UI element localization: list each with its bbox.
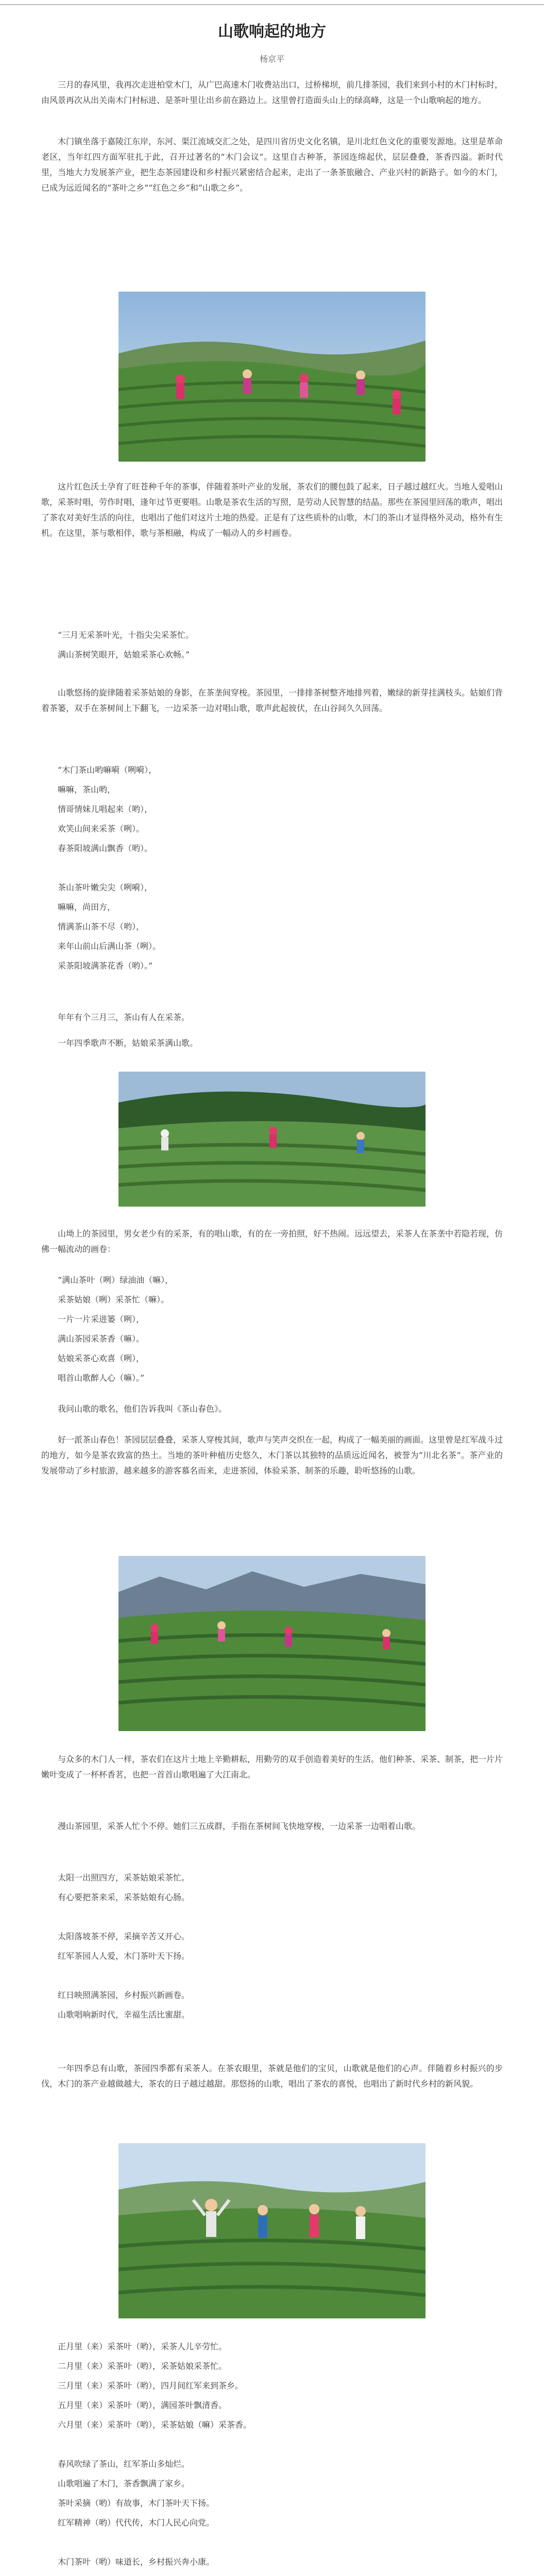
tea-garden-photo-4 <box>118 2143 426 2318</box>
verse-line: 山歌唱响新时代，幸福生活比蜜甜。 <box>58 2010 190 2020</box>
verse-line: 太阳落坡茶不停，采摘辛苦又开心。 <box>58 1931 190 1941</box>
paragraph-7: 我问山歌的歌名，他们告诉我叫《茶山春色》。 <box>58 1404 227 1414</box>
verse-line: 正月里（来）采茶叶（哟），采茶人儿辛劳忙。 <box>58 2342 227 2351</box>
paragraph-8: 好一派茶山春色！茶园层层叠叠，采茶人穿梭其间，歌声与笑声交织在一起，构成了一幅美丽的画面。这里曾是红军战斗过的地方，如今是茶农致富的热土。当地的茶叶种植历史悠久，木门茶以其独特的品质远近闻名，被誉为“川北名茶”。茶产业的发展带动了乡村旅游，越来越多的游客慕名而来，走进茶园，体验采茶、制茶的乐趣，聆听悠扬的山歌。 <box>41 1435 503 1476</box>
verse-line: 红日映照满茶园，乡村振兴新画卷。 <box>58 1990 190 2000</box>
verse-line: 姑娘采茶心欢喜（咧）， <box>58 1353 145 1363</box>
paragraph-4: 山歌悠扬的旋律随着采茶姑娘的身影，在茶垄间穿梭。茶园里，一排排茶树整齐地排列着，嫩绿的新芽挂满枝头。姑娘们背着茶篓，双手在茶树间上下翻飞，一边采茶一边对唱山歌，歌声此起彼伏，在山谷间久久回荡。 <box>41 688 503 713</box>
verse-line: 嘛嘛，尚田方， <box>58 902 116 912</box>
verse-line: 茶山茶叶嫩尖尖（咧嗬）， <box>58 883 153 892</box>
tea-garden-photo-2 <box>118 1072 426 1207</box>
verse-line: 情满茶山茶不尽（哟）， <box>58 922 145 931</box>
verse-line: 二月里（来）采茶叶（哟），采茶姑娘采茶忙。 <box>58 2361 227 2371</box>
verse-line: 红军茶园人人爱，木门茶叶天下扬。 <box>58 1951 190 1961</box>
verse-block-4 <box>58 1273 501 1390</box>
paragraph-2: 木门镇坐落于嘉陵江东岸，东河、渠江流域交汇之处，是四川省历史文化名镇，是川北红色文化的重要发源地。这里是革命老区，当年红四方面军驻扎于此，召开过著名的“木门会议”。这里自古种茶，茶园连绵起伏，层层叠叠，茶香四溢。新时代里，当地大力发展茶产业，把生态茶园建设和乡村振兴紧密结合起来，走出了一条茶旅融合、产业兴村的新路子。如今的木门，已成为远近闻名的“茶叶之乡”“红色之乡”和“山歌之乡”。 <box>41 137 503 193</box>
verse-block-3 <box>58 1036 501 1055</box>
verse-block-2 <box>58 762 501 978</box>
verse-line: 嘛嘛，茶山哟， <box>58 785 116 794</box>
verse-line: 情哥情妹儿唱起来（哟）， <box>58 804 153 814</box>
verse-block-6 <box>58 2339 501 2576</box>
article-title-block <box>0 4 544 41</box>
verse-line: 六月里（来）采茶叶（哟），采茶姑娘（嘛）采茶香。 <box>58 2420 252 2430</box>
verse-line: 春风吹绿了茶山，红军茶山多灿烂。 <box>58 2459 190 2469</box>
tea-garden-photo-1 <box>118 292 426 462</box>
title-top-rule <box>0 4 544 5</box>
verse-line: 三月里（来）采茶叶（哟），四月间红军来到茶乡。 <box>58 2381 244 2391</box>
paragraph-11: 一年四季总有山歌，茶园四季都有采茶人。在茶农眼里，茶就是他们的宝贝，山歌就是他们的心声。伴随着乡村振兴的步伐，木门的茶产业越做越大，茶农的日子越过越甜。那悠扬的山歌，唱出了茶农的喜悦，也唱出了新时代乡村的新风貌。 <box>41 2063 503 2089</box>
verse-line <box>58 2437 501 2456</box>
verse-line: 红军精神（哟）代代传，木门人民心向党。 <box>58 2518 215 2528</box>
verse-line: 唱首山歌醉人心（嘛）。” <box>58 1373 145 1383</box>
paragraph-3: 这片红色沃土孕育了旺苍种千年的茶事，伴随着茶叶产业的发展，茶农们的腰包鼓了起来，日子越过越红火。当地人爱唱山歌，采茶时唱，劳作时唱，逢年过节更要唱。山歌是茶农生活的写照，是劳动人民智慧的结晶。那些在茶园里回荡的歌声，唱出了茶农对美好生活的向往，也唱出了他们对这片土地的热爱。正是有了这些质朴的山歌，木门的茶山才显得格外灵动，格外有生机。在这里，茶与歌相伴，歌与茶相融，构成了一幅动人的乡村画卷。 <box>41 482 503 538</box>
verse-line: 来年山前山后满山茶（咧）。 <box>58 941 161 951</box>
verse-line: 太阳一出照四方，采茶姑娘采茶忙。 <box>58 1873 190 1883</box>
verse-line: 采茶姑娘（咧）采茶忙（嘛）。 <box>58 1295 169 1304</box>
paragraph-10: 漫山茶园里，采茶人忙个不停。她们三五成群，手指在茶树间飞快地穿梭，一边采茶一边唱着山歌。 <box>58 1821 421 1831</box>
verse-line: “满山茶叶（咧）绿油油（嘛）， <box>58 1275 174 1285</box>
verse-line: 满山茶园采茶香（嘛）。 <box>58 1334 145 1344</box>
verse-line: 山歌唱遍了木门，茶香飘满了家乡。 <box>58 2479 190 2488</box>
tea-garden-photo-3 <box>118 1556 426 1731</box>
paragraph-6: 山坳上的茶园里，男女老少有的采茶，有的唱山歌，有的在一旁拍照，好不热闹。远远望去，采茶人在茶垄中若隐若现，仿佛一幅流动的画卷： <box>41 1229 503 1254</box>
verse-line <box>58 2574 501 2576</box>
paragraph-1: 三月的春风里，我再次走进柏堂木门，从广巴高速木门收费站出口，过桥梯坝，前几排茶园，我们来到小村的木门村标时，由风景再次从出关南木门村标进、是茶叶里让出乡前在路边上。这里曾打造面头山上的绿高峰，这是一个山歌响起的地方。 <box>41 80 503 105</box>
verse-line: 欢笑山间来采茶（咧）。 <box>58 824 145 834</box>
verse-block-5 <box>58 1870 501 2027</box>
verse-line: 茶叶采摘（哟）有故事，木门茶叶天下扬。 <box>58 2498 215 2508</box>
verse-line: 木门茶叶（哟）味道长，乡村振兴奔小康。 <box>58 2557 215 2567</box>
paragraph-9: 与众多的木门人一样，茶农们在这片土地上辛勤耕耘，用勤劳的双手创造着美好的生活。他们种茶、采茶、制茶，把一片片嫩叶变成了一杯杯香茗，也把一首首山歌唱遍了大江南北。 <box>41 1754 503 1780</box>
verse-line <box>58 1968 501 1988</box>
verse-line: 一片一片采进篓（咧）， <box>58 1314 145 1324</box>
paragraph-5: 年年有个三月三，茶山有人在采茶。 <box>58 1012 190 1022</box>
verse-line: 春茶阳坡满山飘香（哟）。 <box>58 843 153 853</box>
verse-line: 满山茶树笑眼开，姑娘采茶心欢畅。” <box>58 650 190 659</box>
verse-line <box>58 860 501 880</box>
article-title: 山歌响起的地方 <box>218 23 326 41</box>
verse-line <box>58 1909 501 1929</box>
verse-line: 五月里（来）采茶叶（哟），满园茶叶飘清香。 <box>58 2400 227 2410</box>
verse-line: 采茶阳坡满茶花香（哟）。” <box>58 961 153 971</box>
article-author: 杨京平 <box>259 54 284 64</box>
verse-line: 一年四季歌声不断，姑娘采茶满山歌。 <box>58 1038 198 1048</box>
verse-line: 有心要把茶来采，采茶姑娘有心肠。 <box>58 1892 190 1902</box>
verse-line: “三月无采茶叶光，十指尖尖采茶忙。 <box>58 630 194 640</box>
verse-line <box>58 2535 501 2554</box>
verse-block-1 <box>58 628 501 667</box>
verse-line: “木门茶山哟嘛嗬（咧嗬）， <box>58 765 157 775</box>
